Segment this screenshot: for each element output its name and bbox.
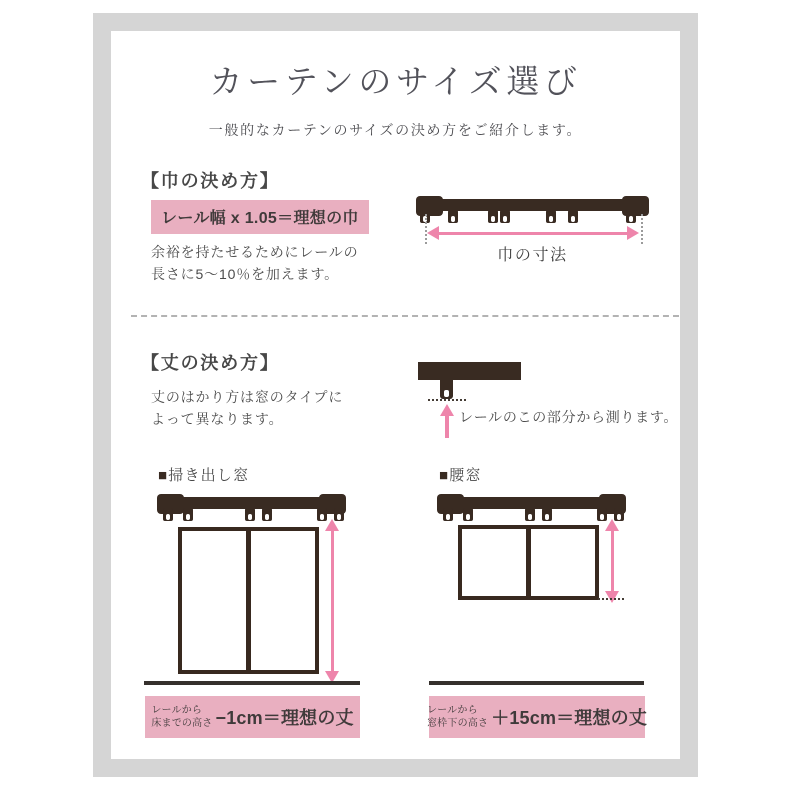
width-description-line1: 余裕を持たせるためにレールの	[151, 244, 359, 260]
measure-from-line1: レールから	[426, 704, 478, 716]
rail-runner	[262, 508, 272, 521]
floor-window-illustration	[178, 527, 319, 674]
waist-window-measure-from	[427, 704, 488, 731]
rail-runner	[443, 508, 453, 521]
arrow-shaft	[331, 526, 334, 676]
floor-window-measure-from	[151, 704, 212, 731]
floor-window-height-arrow-icon	[325, 519, 339, 683]
curtain-rail-illustration	[416, 196, 649, 224]
rail-closeup-runner	[440, 380, 453, 399]
square-bullet-icon: ■	[158, 467, 169, 484]
arrow-shaft	[611, 526, 614, 596]
window-mullion	[246, 531, 251, 670]
measure-start-dotted-line	[428, 399, 466, 401]
window-bottom-dotted-line	[598, 598, 624, 600]
rail-runner	[525, 508, 535, 521]
length-section-description	[151, 386, 343, 431]
length-description-line2: よって異なります。	[151, 411, 284, 428]
rail-runner	[245, 508, 255, 521]
rail-runner	[488, 210, 498, 223]
width-description-line2: 長さに5〜10％を加えます。	[151, 266, 339, 283]
rail-runner	[546, 210, 556, 223]
measure-from-line1: レールから	[151, 704, 203, 716]
waist-window-result-bar	[426, 696, 648, 738]
window-mullion	[526, 529, 531, 596]
waist-window-label	[439, 464, 482, 485]
width-formula-highlight: レール幅 x 1.05＝理想の巾	[151, 200, 369, 234]
rail-runner	[626, 210, 636, 223]
section-divider	[131, 315, 679, 317]
waist-window-illustration	[458, 525, 599, 600]
width-section-heading: 【巾の決め方】	[141, 171, 280, 191]
width-section-description	[151, 241, 358, 286]
measure-from-line2: 床までの高さ	[151, 718, 213, 729]
floor-window-result-bar	[145, 696, 360, 738]
rail-closeup-bar	[418, 362, 521, 380]
length-section-heading: 【丈の決め方】	[141, 353, 280, 373]
page-title: カーテンのサイズ選び	[209, 62, 582, 101]
floor-line	[144, 681, 360, 685]
rail-runner	[463, 508, 473, 521]
measure-from-arrow-icon	[440, 404, 454, 438]
square-bullet-icon: ■	[439, 467, 450, 484]
floor-window-formula: −1cm＝理想の丈	[215, 708, 354, 728]
measure-from-line2: 窓枠下の高さ	[426, 718, 489, 729]
curtain-rail-illustration	[437, 494, 626, 522]
rail-runner	[500, 210, 510, 223]
arrow-shaft	[434, 232, 632, 235]
length-description-line1: 丈のはかり方は窓のタイプに	[151, 389, 344, 405]
width-dimension-label: 巾の寸法	[497, 247, 568, 264]
page-subtitle: 一般的なカーテンのサイズの決め方をご紹介します。	[208, 122, 583, 138]
rail-runner	[568, 210, 578, 223]
rail-runner	[542, 508, 552, 521]
dimension-guide-line	[641, 214, 643, 244]
rail-runner	[183, 508, 193, 521]
width-dimension-arrow-icon	[427, 226, 639, 240]
floor-line	[429, 681, 644, 685]
rail-runner	[448, 210, 458, 223]
waist-window-height-arrow-icon	[605, 519, 619, 603]
floor-window-label-text: 掃き出し窓	[168, 467, 250, 484]
waist-window-formula: ＋15cm＝理想の丈	[491, 708, 648, 728]
rail-runner	[163, 508, 173, 521]
arrow-shaft	[445, 411, 449, 438]
curtain-rail-illustration	[157, 494, 346, 522]
waist-window-label-text: 腰窓	[449, 467, 482, 484]
rail-measure-note: レールのこの部分から測ります。	[459, 409, 679, 425]
floor-window-label	[158, 464, 249, 485]
